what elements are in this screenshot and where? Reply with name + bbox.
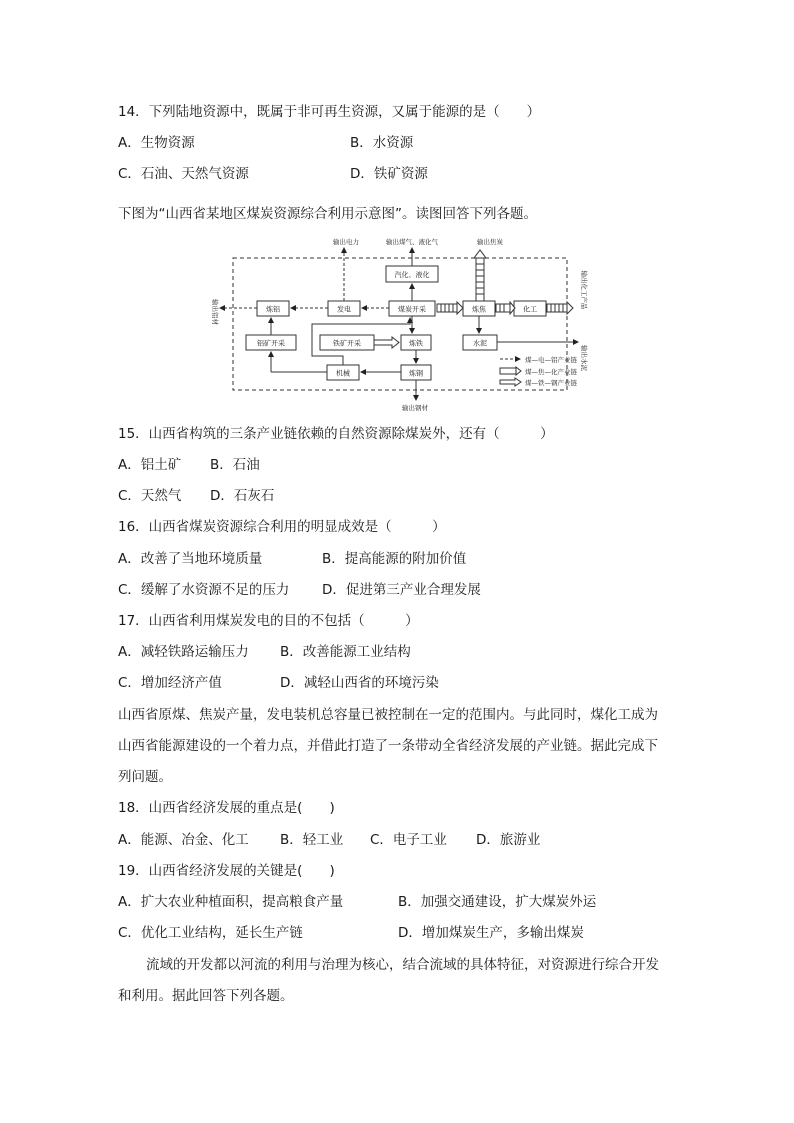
svg-text:水泥: 水泥 bbox=[473, 339, 487, 348]
q19-option-a: A．扩大农业种植面积，提高粮食产量 bbox=[118, 894, 344, 910]
label-output-chemicals: 输出化工产品 bbox=[580, 270, 588, 310]
intro3-line-1: 流域的开发都以河流的利用与治理为核心，结合流域的具体特征，对资源进行综合开发 bbox=[146, 957, 659, 973]
legend-coal-iron-steel: 煤—铁—钢产业链 bbox=[525, 379, 577, 387]
label-output-cement: 输出水泥 bbox=[580, 345, 588, 371]
svg-text:铁矿开采: 铁矿开采 bbox=[333, 339, 361, 348]
q17-option-c: C．增加经济产值 bbox=[118, 675, 222, 691]
svg-text:炼钢: 炼钢 bbox=[409, 369, 423, 378]
q16-stem: 16．山西省煤炭资源综合利用的明显成效是（ ） bbox=[118, 519, 446, 535]
intro2-line-2: 山西省能源建设的一个着力点，并借此打造了一条带动全省经济发展的产业链。据此完成下 bbox=[118, 738, 658, 754]
q16-option-a: A．改善了当地环境质量 bbox=[118, 551, 263, 567]
legend-coal-coke-chemical: 煤—焦—化产业链 bbox=[525, 368, 577, 376]
svg-text:发电: 发电 bbox=[337, 305, 351, 314]
q18-option-c: C．电子工业 bbox=[370, 832, 447, 848]
intro2-line-1: 山西省原煤、焦炭产量，发电装机总容量已被控制在一定的范围内。与此同时，煤化工成为 bbox=[118, 707, 658, 723]
svg-text:汽化、液化: 汽化、液化 bbox=[394, 271, 430, 279]
q14-option-a: A．生物资源 bbox=[118, 135, 195, 151]
q18-option-b: B．轻工业 bbox=[280, 832, 344, 848]
q19-stem: 19．山西省经济发展的关键是( ) bbox=[118, 863, 335, 879]
label-output-gas: 输出煤气、液化气 bbox=[386, 238, 438, 246]
q17-option-b: B．改善能源工业结构 bbox=[280, 644, 411, 660]
q15-option-c: C．天然气 bbox=[118, 488, 182, 504]
diagram-intro: 下图为“山西省某地区煤炭资源综合利用示意图”。读图回答下列各题。 bbox=[118, 206, 537, 222]
q18-option-d: D．旅游业 bbox=[476, 832, 541, 848]
q17-stem: 17．山西省利用煤炭发电的目的不包括（ ） bbox=[118, 613, 419, 629]
q15-stem: 15．山西省构筑的三条产业链依赖的自然资源除煤炭外，还有（ ） bbox=[118, 426, 554, 442]
svg-text:煤炭开采: 煤炭开采 bbox=[398, 305, 426, 314]
legend-coal-power-aluminum: 煤—电—铝产业链 bbox=[525, 356, 577, 364]
q15-option-d: D．石灰石 bbox=[210, 488, 275, 504]
q19-option-b: B．加强交通建设，扩大煤炭外运 bbox=[398, 894, 597, 910]
svg-text:炼铝: 炼铝 bbox=[266, 305, 280, 314]
q14-option-b: B．水资源 bbox=[350, 135, 414, 151]
svg-text:炼铁: 炼铁 bbox=[409, 339, 423, 348]
q14-option-d: D．铁矿资源 bbox=[350, 166, 428, 182]
q19-option-c: C．优化工业结构，延长生产链 bbox=[118, 925, 303, 941]
q19-option-d: D．增加煤炭生产，多输出煤炭 bbox=[398, 925, 584, 941]
svg-text:铝矿开采: 铝矿开采 bbox=[257, 339, 285, 348]
q14-option-c: C．石油、天然气资源 bbox=[118, 166, 249, 182]
q15-option-a: A．铝土矿 bbox=[118, 457, 182, 473]
q18-stem: 18．山西省经济发展的重点是( ) bbox=[118, 800, 335, 816]
diagram-legend bbox=[500, 355, 578, 387]
svg-text:炼焦: 炼焦 bbox=[472, 305, 486, 314]
q17-option-d: D．减轻山西省的环境污染 bbox=[280, 675, 439, 691]
label-output-power: 输出电力 bbox=[333, 238, 359, 246]
q16-option-c: C．缓解了水资源不足的压力 bbox=[118, 582, 290, 598]
label-output-coke: 输出焦炭 bbox=[477, 238, 503, 246]
label-output-aluminum: 输出铝材 bbox=[211, 299, 219, 325]
svg-text:机械: 机械 bbox=[336, 369, 350, 378]
coal-utilization-diagram bbox=[200, 232, 600, 412]
intro2-line-3: 列问题。 bbox=[118, 769, 172, 785]
intro3-line-2: 和利用。据此回答下列各题。 bbox=[118, 988, 294, 1004]
q16-option-d: D．促进第三产业合理发展 bbox=[322, 582, 481, 598]
q17-option-a: A．减轻铁路运输压力 bbox=[118, 644, 249, 660]
q18-option-a: A．能源、冶金、化工 bbox=[118, 832, 249, 848]
q14-stem: 14．下列陆地资源中，既属于非可再生资源，又属于能源的是（ ） bbox=[118, 104, 541, 120]
q15-option-b: B．石油 bbox=[210, 457, 260, 473]
label-output-steel: 输出钢材 bbox=[402, 404, 428, 412]
q16-option-b: B．提高能源的附加价值 bbox=[322, 551, 467, 567]
svg-text:化工: 化工 bbox=[523, 305, 537, 314]
